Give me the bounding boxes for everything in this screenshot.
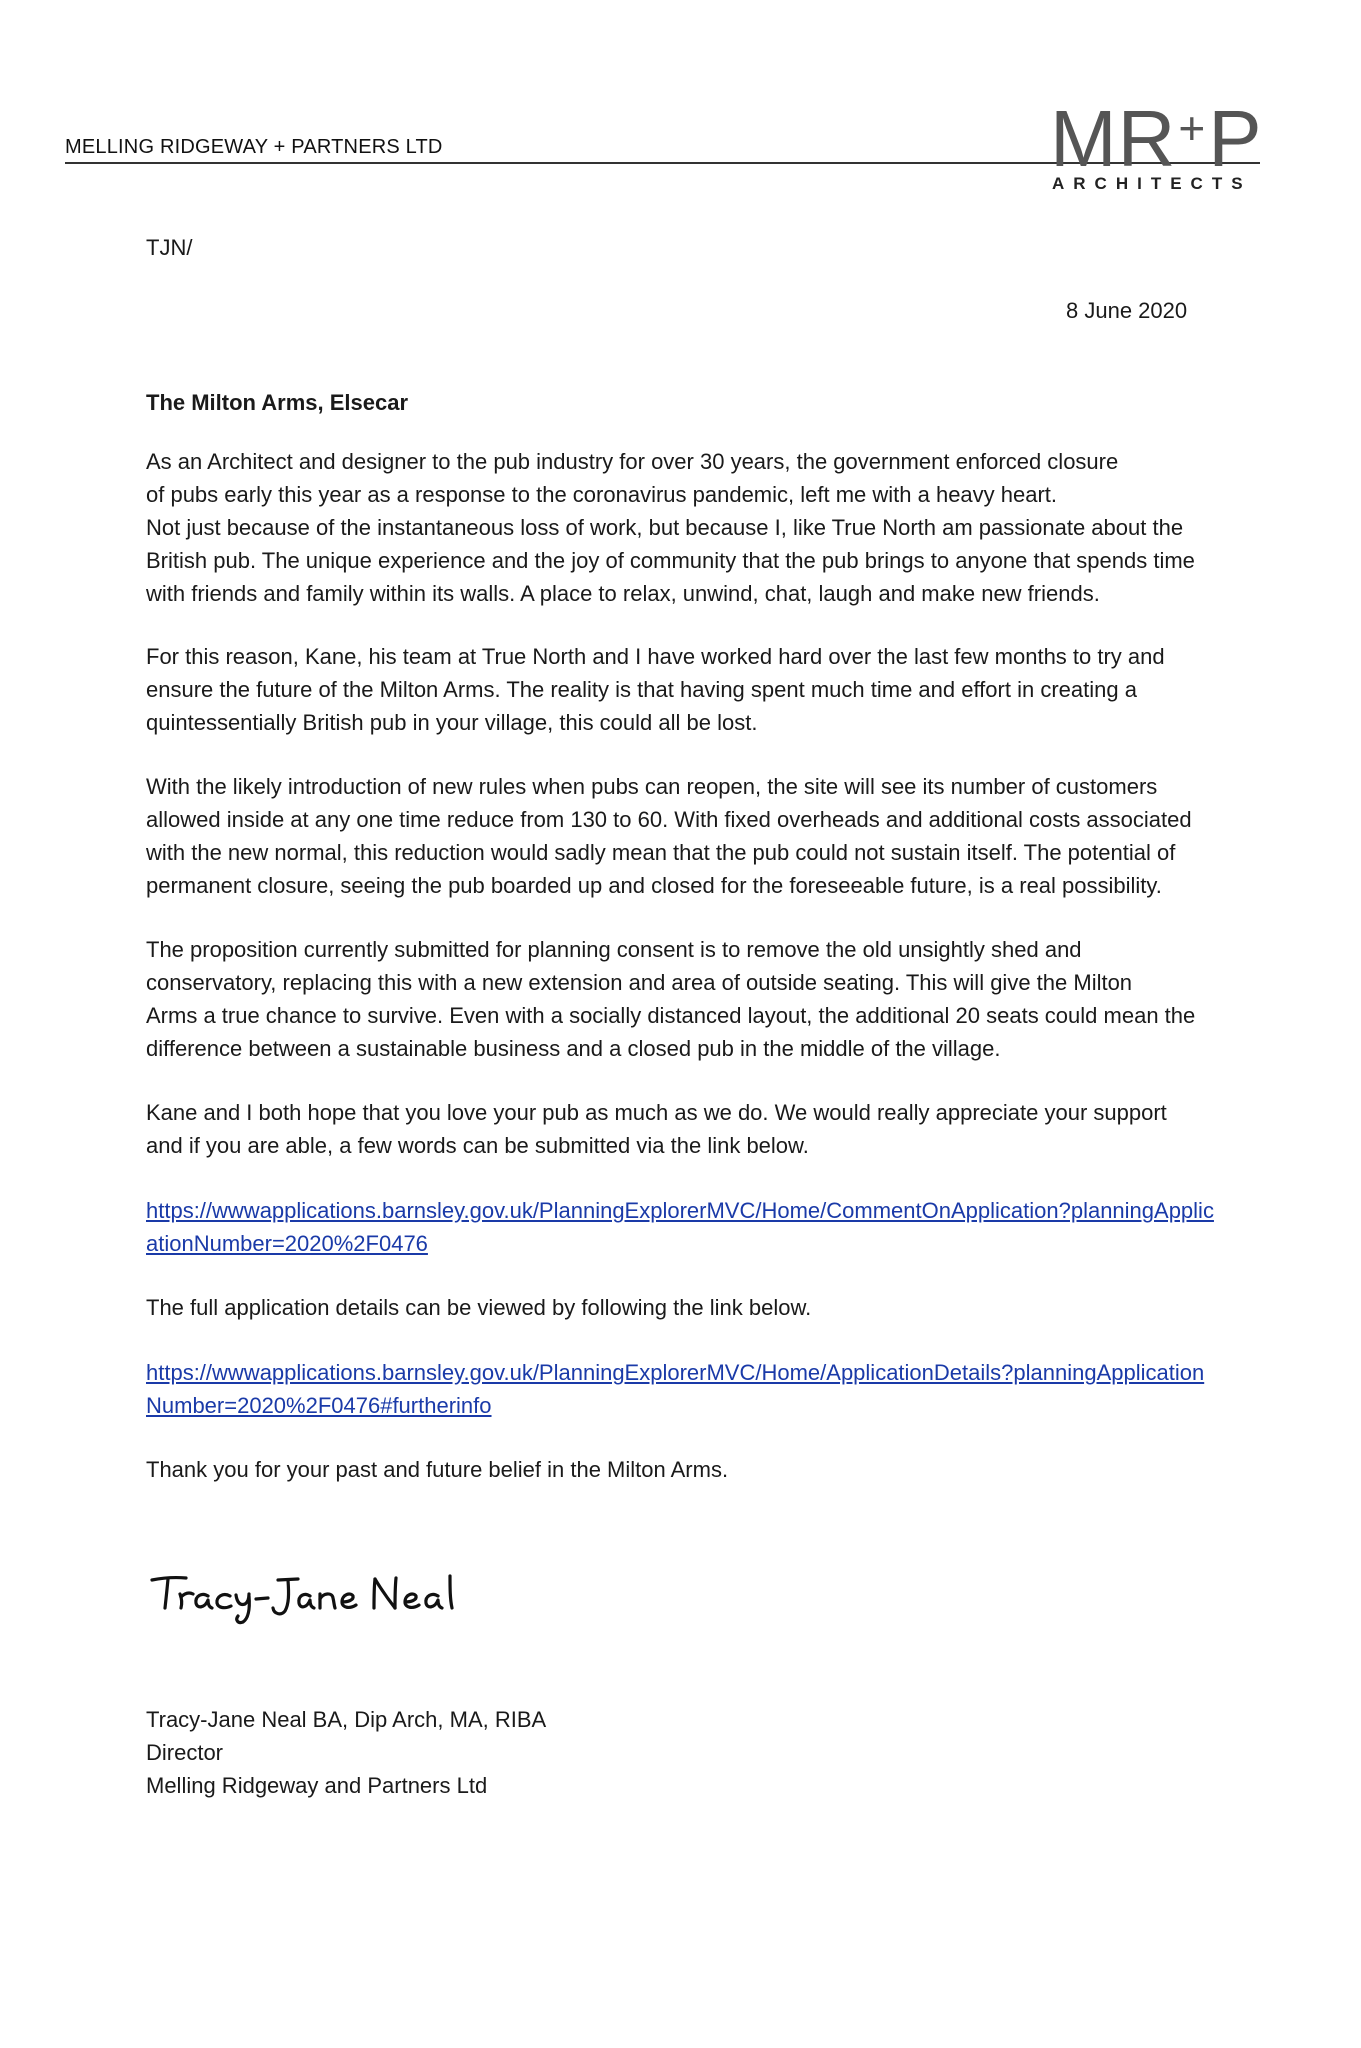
paragraph: Kane and I both hope that you love your pub as much as we do. We would really appreciate your support and if you are able, a few words can be submitted via the link below. <box>146 1100 1167 1158</box>
handwritten-signature <box>148 1566 488 1626</box>
signatory-company: Melling Ridgeway and Partners Ltd <box>146 1773 488 1798</box>
paragraph: For this reason, Kane, his team at True North and I have worked hard over the last few months to try and ensure the future of the Milton Arms. The reality is that having spent much time and effort in creating a quintessentially British pub in your village, this could all be lost. <box>146 644 1165 735</box>
logo-subtitle: ARCHITECTS <box>1052 174 1252 193</box>
reference: TJN/ <box>146 235 193 260</box>
letter-subject: The Milton Arms, Elsecar <box>146 390 409 415</box>
application-details-link[interactable]: https://wwwapplications.barnsley.gov.uk/PlanningExplorerMVC/Home/ApplicationDetails?planningApplication Number=2020%2F0476#furtherinfo <box>146 1360 1205 1418</box>
mrp-architects-logo <box>1050 88 1270 203</box>
details-intro: The full application details can be viewed by following the link below. <box>146 1295 812 1320</box>
signature-block <box>146 1703 546 1802</box>
paragraph: With the likely introduction of new rules when pubs can reopen, the site will see its number of customers allowed inside at any one time reduce from 130 to 60. With fixed overheads and additional costs associated with the new normal, this reduction would sadly mean that the pub could not sustain itself. The potential of permanent closure, seeing the pub boarded up and closed for the foreseeable future, is a real possibility. <box>146 774 1192 898</box>
paragraph: As an Architect and designer to the pub industry for over 30 years, the government enforced closure of pubs early this year as a response to the coronavirus pandemic, left me with a heavy heart. Not just because of the instantaneous loss of work, but because I, like True North am passionate about the British pub. The unique experience and the joy of community that the pub brings to anyone that spends time with friends and family within its walls. A place to relax, unwind, chat, laugh and make new friends. <box>146 449 1195 606</box>
letter-date: 8 June 2020 <box>1066 298 1188 323</box>
comment-application-link[interactable]: https://wwwapplications.barnsley.gov.uk/PlanningExplorerMVC/Home/CommentOnApplication?planningApplic ationNumber=2020%2F0476 <box>146 1198 1214 1256</box>
logo-mark: MR+P <box>1050 94 1263 183</box>
signatory-title: Director <box>146 1740 224 1765</box>
signatory-name: Tracy-Jane Neal BA, Dip Arch, MA, RIBA <box>146 1707 547 1732</box>
company-name: MELLING RIDGEWAY + PARTNERS LTD <box>65 136 443 158</box>
paragraph: The proposition currently submitted for planning consent is to remove the old unsightly shed and conservatory, replacing this with a new extension and area of outside seating. This will give the Milton Arms a true chance to survive. Even with a socially distanced layout, the additional 20 seats could mean the difference between a sustainable business and a closed pub in the middle of the village. <box>146 937 1196 1061</box>
closing-line: Thank you for your past and future belief in the Milton Arms. <box>146 1457 729 1482</box>
